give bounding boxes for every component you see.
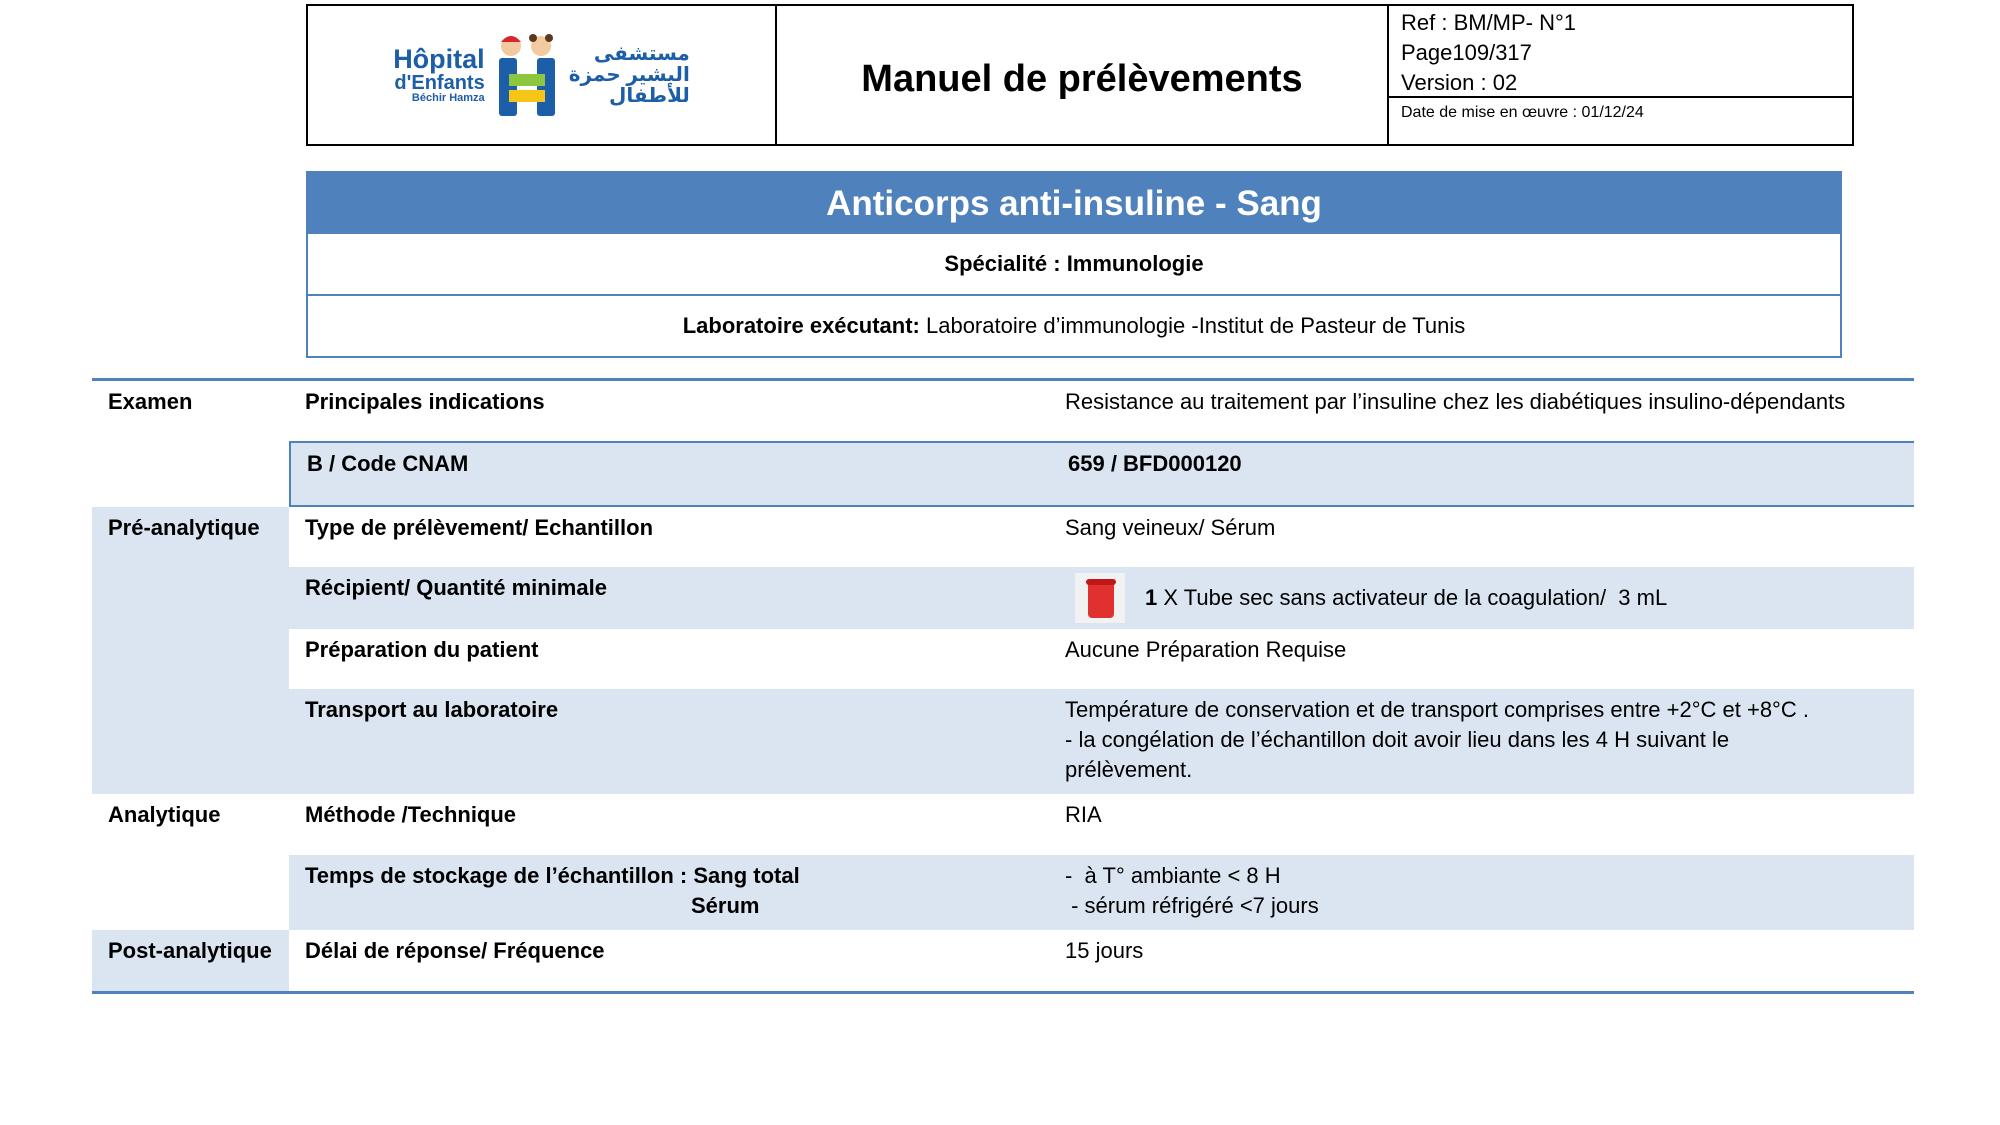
section-post-analytique: Post-analytique (92, 930, 289, 991)
stockage-value-line2: - sérum réfrigéré <7 jours (1065, 893, 1319, 918)
stockage-label-line2: Sérum (691, 893, 760, 918)
row-label-type: Type de prélèvement/ Echantillon (305, 515, 654, 540)
row-value-code: 659 / BFD000120 (1052, 443, 1914, 505)
table-row (92, 381, 1914, 441)
logo-emblem-icon (495, 30, 559, 120)
row-value-indications: Resistance au traitement par l’insuline chez les diabétiques insulino-dépendants (1065, 389, 1846, 414)
row-label-stockage (289, 855, 1049, 930)
stockage-label-line1: Temps de stockage de l’échantillon : Sang total (305, 863, 800, 888)
row-label-recipient: Récipient/ Quantité minimale (289, 567, 1049, 629)
row-value-stockage (1049, 855, 1914, 930)
transport-line1: Température de conservation et de transport comprises entre +2°C et +8°C . (1065, 697, 1809, 722)
logo-arabic-line1: مستشفى (593, 42, 690, 65)
logo-name-line3: Béchir Hamza (411, 92, 485, 104)
logo-arabic-line3: للأطفال (609, 84, 690, 107)
logo-arabic-line2: البشير حمزة (568, 63, 690, 86)
table-row (289, 855, 1914, 930)
row-value-recipient (1049, 567, 1914, 629)
logo-name-line2: d'Enfants (394, 72, 485, 94)
document-meta (1389, 6, 1852, 144)
section-pre-analytique: Pré-analytique (92, 507, 289, 794)
section-analytique: Analytique (108, 802, 221, 827)
table-row (289, 507, 1914, 567)
table-row (289, 629, 1914, 689)
row-label-preparation: Préparation du patient (305, 637, 539, 662)
transport-line2: - la congélation de l’échantillon doit avoir lieu dans les 4 H suivant le (1065, 727, 1730, 752)
logo-name-line1: Hôpital (393, 44, 485, 74)
red-tube-icon (1075, 573, 1125, 623)
test-title: Anticorps anti-insuline - Sang (308, 173, 1840, 234)
doc-page: Page109/317 (1401, 40, 1532, 65)
table-row (289, 567, 1914, 629)
hospital-logo (308, 6, 777, 144)
executing-lab (308, 294, 1840, 356)
row-value-preparation: Aucune Préparation Requise (1065, 637, 1347, 662)
row-label-methode: Méthode /Technique (305, 802, 517, 827)
analytique-block (92, 794, 1914, 930)
stockage-value-line1: - à T° ambiante < 8 H (1065, 863, 1281, 888)
table-row (289, 441, 1914, 507)
row-value-transport (1049, 689, 1914, 794)
table-row (92, 930, 1914, 991)
doc-version: Version : 02 (1401, 70, 1518, 95)
row-label-delai: Délai de réponse/ Fréquence (305, 938, 605, 963)
doc-ref: Ref : BM/MP- N°1 (1401, 10, 1577, 35)
row-label-transport: Transport au laboratoire (289, 689, 1049, 794)
row-label-code: B / Code CNAM (291, 443, 1052, 505)
doc-date: Date de mise en œuvre : 01/12/24 (1401, 104, 1644, 121)
table-row (289, 794, 1914, 855)
recipient-desc: X Tube sec sans activateur de la coagulation/ 3 mL (1157, 585, 1668, 610)
table-bottom-border (92, 991, 1914, 994)
table-row (289, 689, 1914, 794)
section-examen: Examen (108, 389, 193, 414)
recipient-qty: 1 (1145, 585, 1158, 610)
lab-value: Laboratoire d’immunologie -Institut de Pasteur de Tunis (919, 313, 1466, 338)
transport-line3: prélèvement. (1065, 757, 1193, 782)
test-title-block (306, 171, 1842, 358)
row-value-type: Sang veineux/ Sérum (1065, 515, 1276, 540)
specialty: Spécialité : Immunologie (944, 251, 1204, 276)
row-label-indications: Principales indications (305, 389, 545, 414)
row-value-delai: 15 jours (1065, 938, 1144, 963)
row-value-methode: RIA (1065, 802, 1102, 827)
document-title: Manuel de prélèvements (777, 6, 1389, 144)
lab-label: Laboratoire exécutant: (682, 313, 920, 338)
specimen-table (92, 378, 1914, 994)
pre-analytique-block (92, 507, 1914, 794)
document-header (306, 4, 1854, 146)
